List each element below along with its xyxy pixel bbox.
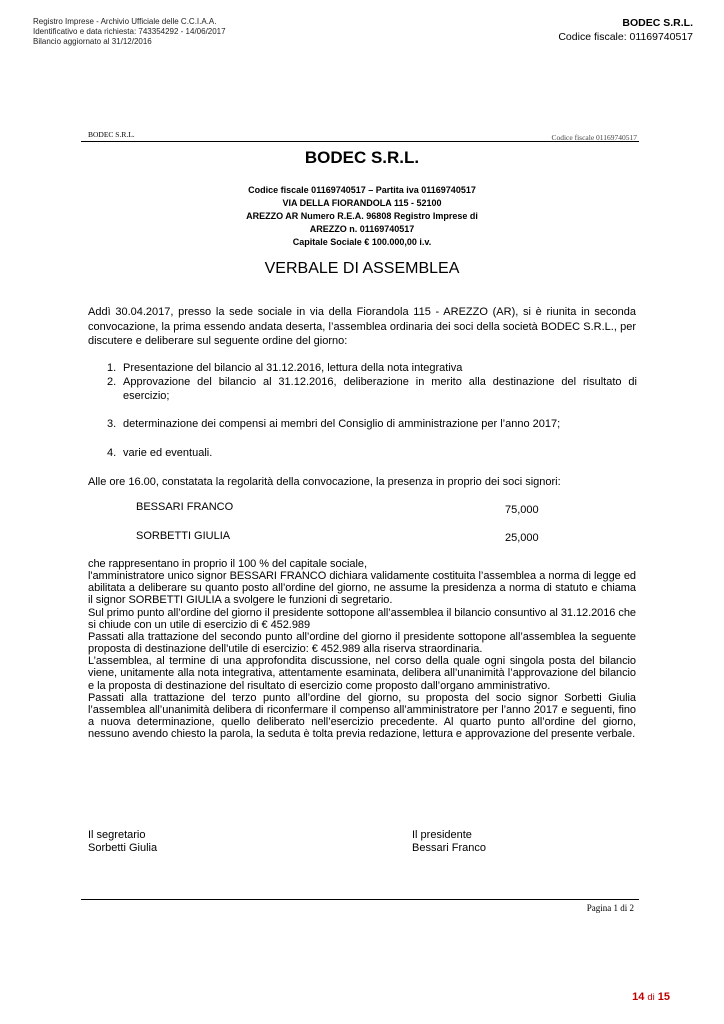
registry-line: Identificativo e data richiesta: 743354292 - 14/06/2017 <box>33 27 226 36</box>
secretary-role: Il segretario <box>88 829 146 841</box>
company-info-line: VIA DELLA FIORANDOLA 115 - 52100 <box>282 198 442 208</box>
agenda-item <box>107 361 637 375</box>
company-info <box>180 184 544 249</box>
president-signature <box>412 829 486 855</box>
document-title: VERBALE DI ASSEMBLEA <box>264 260 460 277</box>
page-of: di <box>647 992 655 1003</box>
agenda-item <box>107 446 637 460</box>
registry-line: Bilancio aggiornato al 31/12/2016 <box>33 37 152 46</box>
socio-quota: 25,000 <box>505 532 539 544</box>
page-total: 15 <box>657 991 670 1003</box>
body-paragraph: Sul primo punto all’ordine del giorno il presidente sottopone all’assemblea il bilancio consuntivo al 31.12.2016 che si chiude con un utile di esercizio di € 452.989 <box>88 606 636 631</box>
body-paragraph: L’assemblea, al termine di una approfondita discussione, nel corso della quale ogni singola posta del bilancio viene, unitamente alla nota integrativa, attentamente esaminata, delibera all’unanimità l’approvazione del bilancio e la proposta di destinazione del risultato di esercizio come proposto dall’organo amministrativo. <box>88 655 636 692</box>
agenda-text: Approvazione del bilancio al 31.12.2016, deliberazione in merito alla destinazione del risultato di esercizio; <box>123 376 637 402</box>
body-paragraph: Passati alla trattazione del secondo punto all’ordine del giorno il presidente sottopone all’assemblea la seguente proposta di destinazione dell’utile di esercizio: € 452.989 alla riserva straordinaria. <box>88 630 636 656</box>
agenda-text: determinazione dei compensi ai membri del Consiglio di amministrazione per l’anno 2017; <box>123 418 561 430</box>
intro-paragraph: Addì 30.04.2017, presso la sede sociale in via della Fiorandola 115 - AREZZO (AR), si è riunita in seconda convocazione, la prima essendo andata deserta, l’assemblea ordinaria dei soci della società BODEC S.R.L., per discutere e deliberare sul seguente ordine del giorno: <box>88 306 636 347</box>
company-info-line: AREZZO n. 01169740517 <box>309 224 415 234</box>
agenda-number: 3. <box>107 418 117 430</box>
secretary-signature <box>88 829 157 855</box>
minutes-body <box>88 558 636 740</box>
company-info-line: Capitale Sociale € 100.000,00 i.v. <box>292 237 432 247</box>
socio-quota: 75,000 <box>505 504 539 516</box>
header-company-name: BODEC S.R.L. <box>622 17 693 29</box>
registry-line: Registro Imprese - Archivio Ufficiale delle C.C.I.A.A. <box>33 17 217 26</box>
page-header-left: BODEC S.R.L. <box>88 130 135 139</box>
registry-header <box>33 17 226 47</box>
presence-paragraph: Alle ore 16.00, constatata la regolarità della convocazione, la presenza in proprio dei soci signori: <box>88 476 561 488</box>
footer-page-label: Pagina 1 di 2 <box>586 903 634 913</box>
agenda-text: varie ed eventuali. <box>123 447 213 459</box>
header-rule <box>81 141 639 142</box>
company-info-line: Codice fiscale 01169740517 – Partita iva 01169740517 <box>248 185 476 195</box>
agenda-item <box>107 417 637 431</box>
page-current: 14 <box>632 991 645 1003</box>
header-codice-fiscale: Codice fiscale: 01169740517 <box>558 31 693 43</box>
page-counter <box>632 991 670 1003</box>
page-header-right: Codice fiscale 01169740517 <box>551 133 637 142</box>
secretary-name: Sorbetti Giulia <box>88 842 158 854</box>
footer-rule <box>81 899 639 900</box>
agenda-text: Presentazione del bilancio al 31.12.2016, lettura della nota integrativa <box>123 362 463 374</box>
agenda-item <box>107 375 637 403</box>
body-paragraph: Passati alla trattazione del terzo punto all’ordine del giorno, su proposta del socio signor Sorbetti Giulia l’assemblea all’unanimità delibera di riconfermare il compenso all’amministratore per l’anno 2017 e seguenti, fino a nuova determinazione, quello deliberato nell’esercizio precedente. Al quarto punto all’ordine del giorno, nessuno avendo chiesto la parola, la seduta è tolta previa redazione, lettura e approvazione del presente verbale. <box>88 691 636 741</box>
company-info-line: AREZZO AR Numero R.E.A. 96808 Registro Imprese di <box>246 211 478 221</box>
socio-name: BESSARI FRANCO <box>136 501 234 513</box>
socio-name: SORBETTI GIULIA <box>136 530 231 542</box>
body-paragraph: che rappresentano in proprio il 100 % del capitale sociale, <box>88 558 367 570</box>
body-paragraph: l'amministratore unico signor BESSARI FRANCO dichiara validamente costituita l’assemblea a norma di legge ed abilitata a deliberare su quanto posto all’ordine del giorno, ne assume la presidenza a norma di statuto e chiama il signor SORBETTI GIULIA a svolgere le funzioni di segretario. <box>88 570 636 607</box>
company-title: BODEC S.R.L. <box>304 148 420 167</box>
president-name: Bessari Franco <box>412 842 486 854</box>
agenda-number: 1. <box>107 362 117 374</box>
agenda-number: 2. <box>107 376 117 388</box>
agenda-number: 4. <box>107 447 117 459</box>
president-role: Il presidente <box>412 829 472 841</box>
